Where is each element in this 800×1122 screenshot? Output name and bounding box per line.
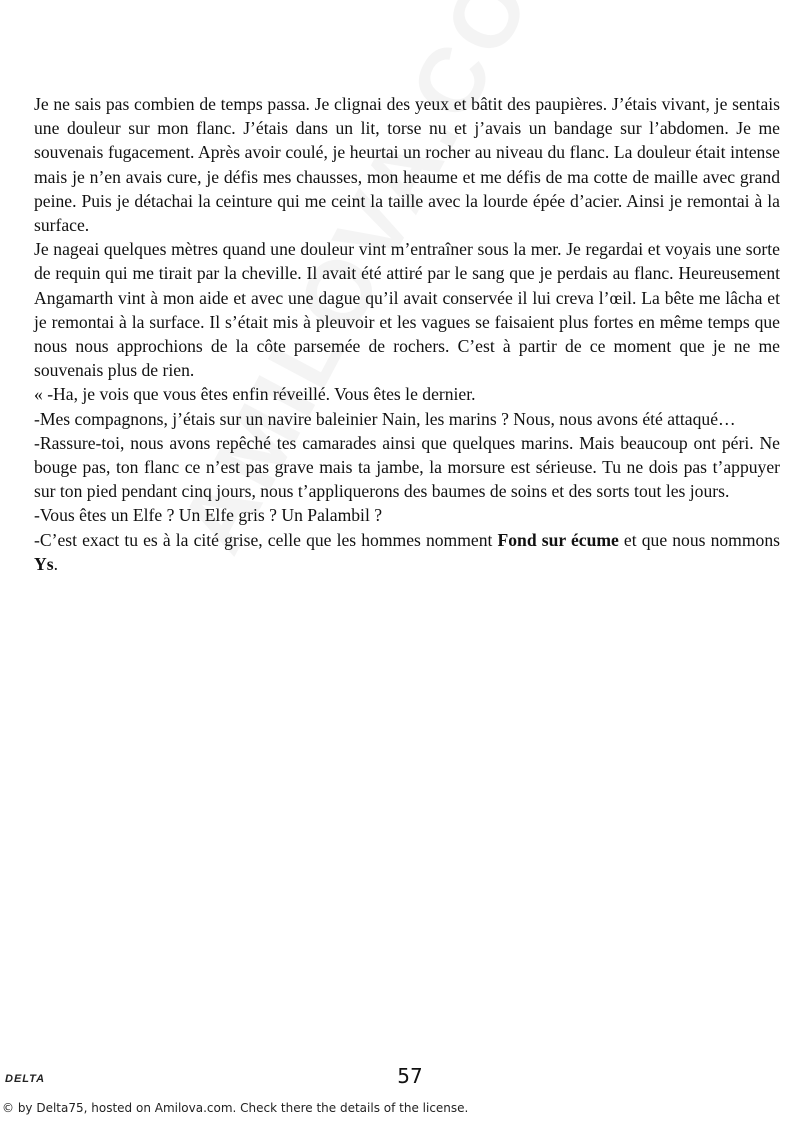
story-text: [34, 92, 780, 576]
place-name-ys: Ys: [34, 553, 54, 574]
paragraph-1: Je ne sais pas combien de temps passa. Je clignai des yeux et bâtit des paupières. J’étais vivant, je sentais une douleur sur mon flanc. J’étais dans un lit, torse nu et j’avais un bandage sur l’abdomen. Je me souvenais fugacement. Après avoir coulé, je heurtai un rocher au niveau du flanc. La douleur était intense mais je n’en avais cure, je défis mes chausses, mon heaume et me défis de ma cotte de maille avec grand peine. Puis je détachai la ceinture qui me ceint la taille avec la lourde épée d’acier. Ainsi je remontai à la surface.: [34, 94, 780, 236]
dialogue-line-2: -Mes compagnons, j’étais sur un navire baleinier Nain, les marins ? Nous, nous avons été attaqué…: [34, 408, 736, 429]
dialogue-line-1: « -Ha, je vois que vous êtes enfin réveillé. Vous êtes le dernier.: [34, 384, 476, 405]
dialogue-text: .: [53, 553, 58, 574]
dialogue-text: et que nous nommons: [618, 529, 780, 550]
place-name-fond-sur-ecume: Fond sur écume: [497, 529, 619, 550]
page-number: 57: [397, 1064, 423, 1088]
author-signature-logo: DELTA: [5, 1073, 46, 1085]
dialogue-line-5: [34, 528, 780, 576]
dialogue-line-4: -Vous êtes un Elfe ? Un Elfe gris ? Un Palambil ?: [34, 505, 383, 526]
license-notice: © by Delta75, hosted on Amilova.com. Check there the details of the license.: [2, 1101, 469, 1115]
dialogue-text: -C’est exact tu es à la cité grise, celle que les hommes nomment: [34, 529, 498, 550]
paragraph-2: Je nageai quelques mètres quand une douleur vint m’entraîner sous la mer. Je regardai et voyais une sorte de requin qui me tirait par la cheville. Il avait été attiré par le sang que je perdais au flanc. Heureusement Angamarth vint à mon aide et avec une dague qu’il avait conservée il lui creva l’œil. La bête me lâcha et je remontai à la surface. Il s’était mis à pleuvoir et les vagues se faisaient plus fortes en même temps que nous nous approchions de la côte parsemée de rochers. C’est à partir de ce moment que je ne me souvenais plus de rien.: [34, 239, 780, 381]
dialogue-line-3: -Rassure-toi, nous avons repêché tes camarades ainsi que quelques marins. Mais beaucoup ont péri. Ne bouge pas, ton flanc ce n’est pas grave mais ta jambe, la morsure est sérieuse. Tu ne dois pas t’appuyer sur ton pied pendant cinq jours, nous t’appliquerons des baumes de soins et des sorts tout les jours.: [34, 432, 780, 502]
